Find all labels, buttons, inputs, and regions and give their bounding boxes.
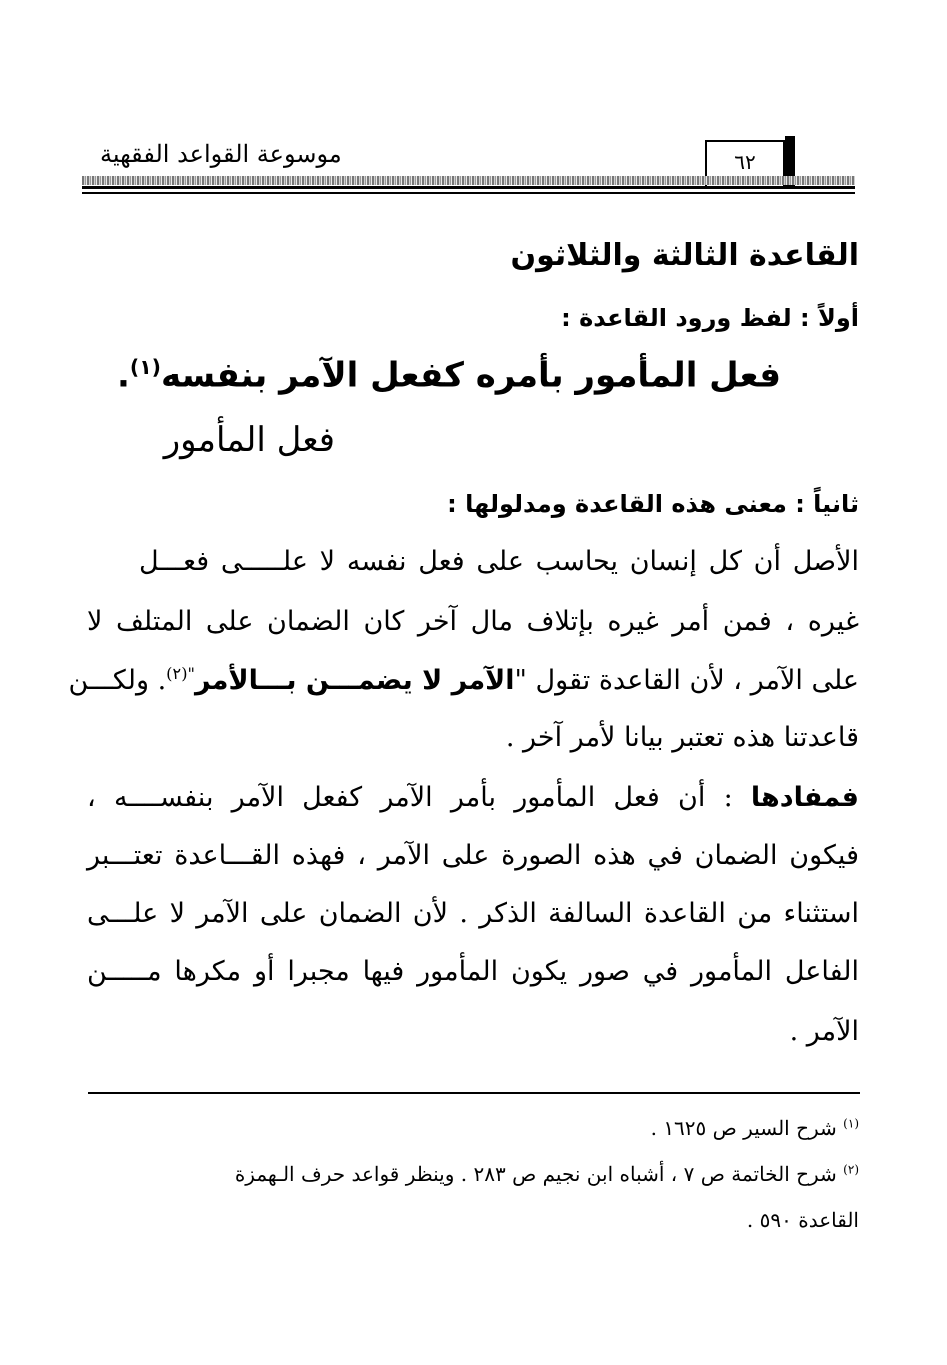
page-number: ٦٢ <box>734 150 756 174</box>
paragraph1-line1: الأصل أن كل إنسان يحاسب على فعل نفسه لا علـــــى فعـــل <box>139 546 859 577</box>
footnote-2 <box>235 1162 859 1186</box>
section-heading: القاعدة الثالثة والثلاثون <box>510 238 859 273</box>
paragraph2-line3: استثناء من القاعدة السالفة الذكر . لأن الضمان على الآمر لا علـــى <box>87 898 859 929</box>
paragraph1-line2: غيره ، فمن أمر غيره بإتلاف مال آخر كان الضمان على المتلف لا <box>87 606 859 637</box>
footnote-2-mark: (٢) <box>843 1162 859 1177</box>
footnote-2-continued: القاعدة ٥٩٠ . <box>746 1208 859 1232</box>
paragraph1-line4: قاعدتنا هذه تعتبر بيانا لأمر آخر . <box>505 722 859 753</box>
footnote-1-mark: (١) <box>843 1116 859 1131</box>
paragraph2-line1 <box>87 784 859 811</box>
p1-l3-text-a: على الآمر ، لأن القاعدة تقول " <box>514 665 859 696</box>
footnote-1 <box>651 1116 859 1140</box>
rule-footnote-ref[interactable]: (١) <box>129 355 161 379</box>
paragraph2-line4: الفاعل المأمور في صور يكون المأمور فيها مجبرا أو مكرها مـــــن <box>87 956 859 987</box>
footnote-2-text: شرح الخاتمة ص ٧ ، أشباه ابن نجيم ص ٢٨٣ . وينظر قواعد حرف الـهمزة <box>234 1162 837 1186</box>
footnote-separator <box>88 1092 860 1094</box>
rule-text: فعل المأمور بأمره كفعل الآمر بنفسه <box>160 355 781 396</box>
p1-l3-text-b: . ولكـــن <box>68 665 167 696</box>
quoted-rule: الآمر لا يضمـــن بـــالأمر <box>194 665 515 696</box>
paragraph2-line5: الآمر . <box>789 1016 859 1047</box>
book-title: موسوعة القواعد الفقهية <box>100 140 342 168</box>
footnote-1-text: شرح السير ص ١٦٢٥ . <box>650 1116 837 1140</box>
fa-label: فعل المأمور <box>163 420 335 460</box>
rule-statement <box>117 355 781 395</box>
p2-label: فمفادها <box>750 782 859 813</box>
header-hatch-rule <box>82 176 855 185</box>
page-header <box>0 0 947 200</box>
header-rule-top <box>82 186 855 189</box>
quote-footnote-ref[interactable]: "(٢) <box>166 664 195 683</box>
p2-l1-text: : أن فعل المأمور بأمر الآمر كفعل الآمر بنفســــه ، <box>87 782 733 813</box>
rule-end: . <box>116 355 130 396</box>
header-rule-bottom <box>82 192 855 194</box>
section2-label: ثانياً : معنى هذه القاعدة ومدلولها : <box>447 490 859 518</box>
paragraph1-line3 <box>68 664 859 696</box>
paragraph2-line2: فيكون الضمان في هذه الصورة على الآمر ، فهذه القـــاعدة تعتـــبر <box>87 840 859 871</box>
section1-label: أولاً : لفظ ورود القاعدة : <box>561 304 859 332</box>
